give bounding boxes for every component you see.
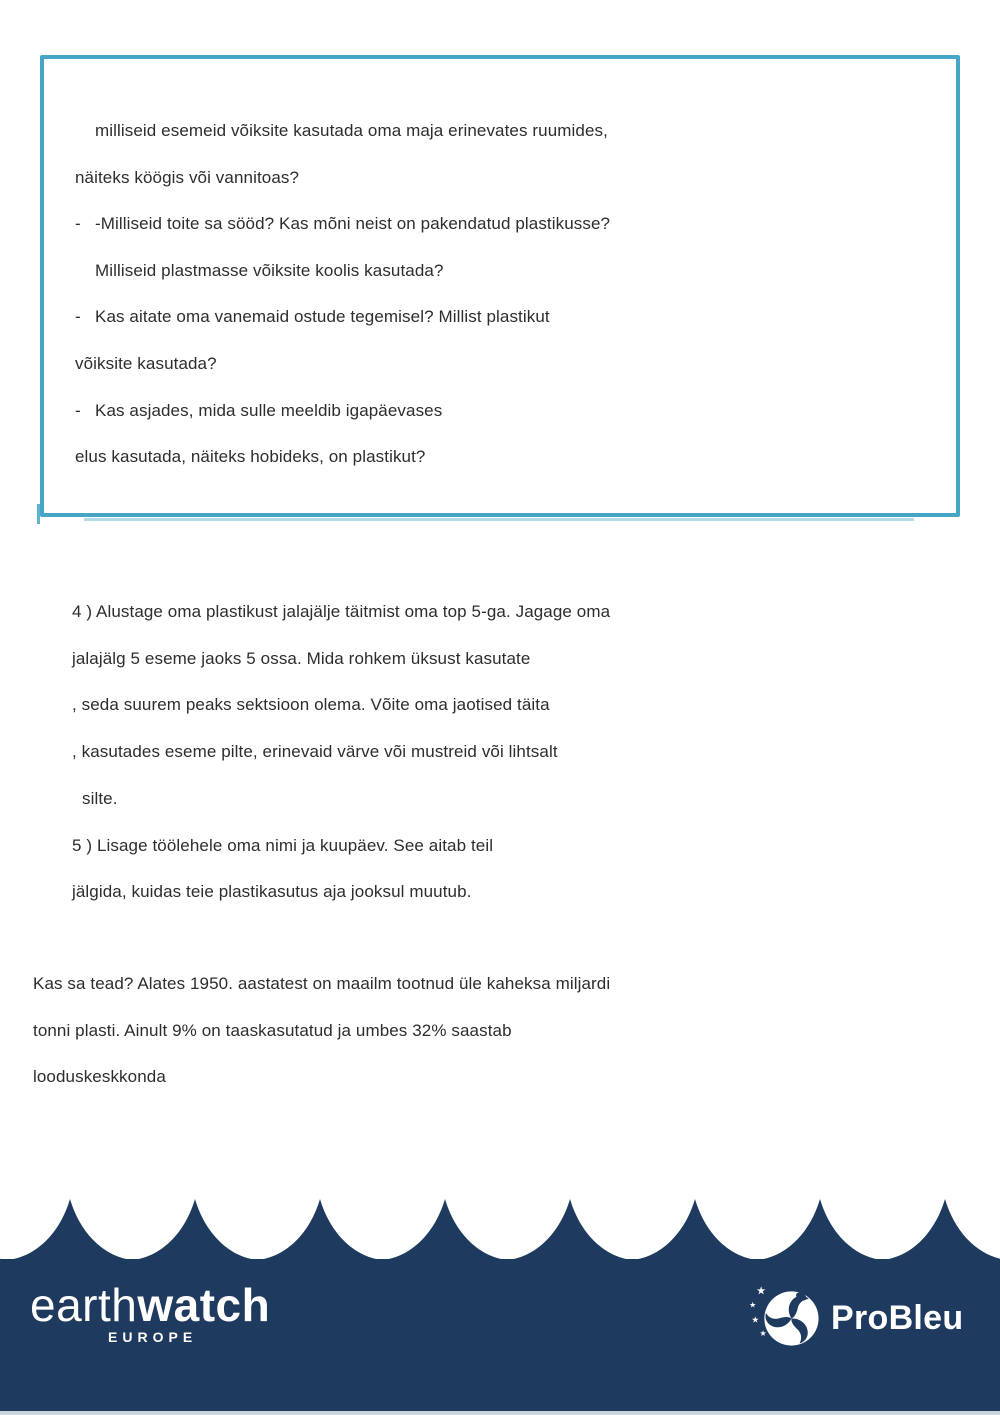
question-line: [75, 108, 938, 155]
question-line: [75, 341, 938, 388]
question-text: elus kasutada, näiteks hobideks, on plastikut?: [75, 447, 426, 467]
question-text: näiteks köögis või vannitoas?: [75, 167, 300, 187]
probleu-wordmark: ProBleu: [831, 1299, 964, 1337]
question-line: [75, 201, 938, 248]
instructions-section: [72, 589, 952, 916]
page-bottom-strip: [0, 1411, 1000, 1415]
fact-line: looduskeskkonda: [33, 1067, 166, 1087]
instruction-line: jalajälg 5 eseme jaoks 5 ossa. Mida rohkem üksust kasutate: [72, 648, 531, 668]
instruction-line: , seda suurem peaks sektsioon olema. Võite oma jaotised täita: [72, 695, 550, 715]
box-sketch-mark: [37, 504, 40, 524]
instruction-line: , kasutades eseme pilte, erinevaid värve või mustreid või lihtsalt: [72, 742, 558, 762]
bullet-dash: -: [75, 307, 81, 327]
bullet-dash: -: [75, 400, 81, 420]
question-line: [75, 388, 938, 435]
earthwatch-word-watch: watch: [137, 1279, 271, 1331]
question-line: [75, 155, 938, 202]
eu-stars-icon: [750, 1286, 766, 1336]
earthwatch-europe-label: EUROPE: [108, 1328, 198, 1345]
question-line: [75, 248, 938, 295]
question-text: võiksite kasutada?: [75, 353, 217, 373]
did-you-know-section: [33, 961, 953, 1101]
instruction-line: 4 ) Alustage oma plastikust jalajälje täitmist oma top 5-ga. Jagage oma: [72, 602, 611, 621]
question-line: [75, 294, 938, 341]
discussion-question-box: [40, 55, 960, 517]
question-text: Kas aitate oma vanemaid ostude tegemisel? Millist plastikut: [95, 307, 550, 327]
earthwatch-word-earth: earth: [30, 1279, 138, 1331]
question-text: Kas asjades, mida sulle meeldib igapäevases: [95, 400, 443, 420]
instruction-line: jälgida, kuidas teie plastikasutus aja jooksul muutub.: [72, 882, 472, 902]
question-text: -Milliseid toite sa sööd? Kas mõni neist on pakendatud plastikusse?: [95, 214, 611, 234]
fact-line: tonni plasti. Ainult 9% on taaskasutatud ja umbes 32% saastab: [33, 1020, 512, 1040]
instruction-line: 5 ) Lisage töölehele oma nimi ja kuupäev. See aitab teil: [72, 835, 494, 855]
question-text: milliseid esemeid võiksite kasutada oma maja erinevates ruumides,: [95, 121, 608, 140]
instruction-line: silte.: [82, 788, 118, 808]
earthwatch-logo: [30, 1280, 270, 1345]
earthwatch-wordmark: [30, 1280, 270, 1331]
wave-border: [0, 1197, 1000, 1263]
question-line: [75, 434, 938, 481]
question-text: Milliseid plastmasse võiksite koolis kasutada?: [95, 260, 444, 280]
fact-line: Kas sa tead? Alates 1950. aastatest on maailm tootnud üle kaheksa miljardi: [33, 974, 611, 993]
bullet-dash: -: [75, 214, 81, 234]
box-sketch-mark: [84, 518, 914, 521]
probleu-globe-icon: [743, 1283, 827, 1354]
